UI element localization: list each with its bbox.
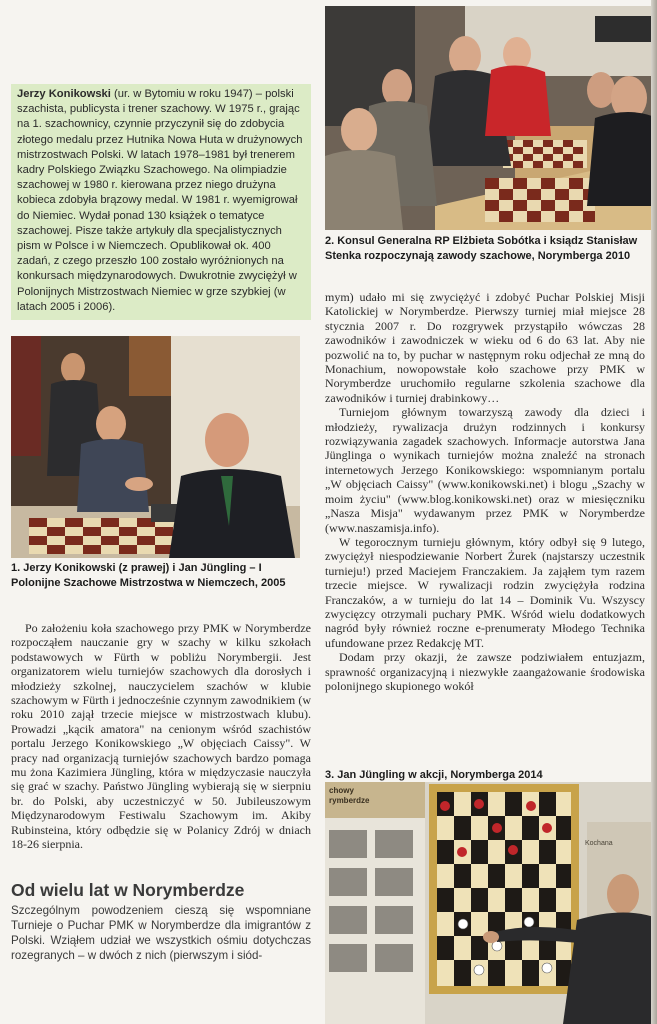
page-edge	[651, 0, 657, 1024]
right-paragraph: Turniejom głównym towarzyszą zawody dla dzieci i młodzieży, rywalizacja drużyn rodzinnych i konkursy rozwiązywania zagadek szachowych. Informacje autorstwa Jana Jünglinga o wynikach turniejów można znaleźć na stronach internetowych Jerzego Konikowskiego: wspomnianym portalu „W objęciach Caissy" (www.konikowski.net) i blogu „Szachy w moim życiu" (www.blog.konikowski.net) oraz w miesięczniku „Nasza Misja" wydawanym przez PMK w Norymberdze (www.naszamisja.info).	[325, 405, 645, 535]
bio-name: Jerzy Konikowski	[17, 88, 111, 100]
left-paragraph: Po założeniu koła szachowego przy PMK w Norymberdze rozpocząłem nauczanie gry w szachy w kilku szkołach podstawowych w Fürth w pobliżu Norymbergii. Jest organizatorem wielu turniejów szachowych dla dorosłych i młodzieży szkolnej, nauczycielem szachów w klubie szachowym w Fürth i jednocześnie czynnym zawodnikiem (w roku 2010 zajął trzecie miejsce w mistrzostwach klubu). Prowadzi „kącik amatora" na cenionym wśród szachistów portalu Jerzego Konikowskiego „W objęciach Caissy". W pracy nad organizacją turniejów szachowych bardzo pomaga mu żona Kazimiera Jüngling, która w międzyczasie nauczyła się grać w szachy. Państwo Jüngling wybierają się w sierpniu br. do Polski, aby uczestniczyć w 50. Jubileuszowym Międzynarodowym Festiwalu Szachowym im. Akiby Rubinsteina, który odbędzie się w Polanicy Zdrój w dniach 18-26 sierpnia.	[11, 621, 311, 852]
photo-2-opening	[325, 6, 657, 230]
photo-3-sign: chowy rymberdze	[329, 786, 370, 805]
caption-photo-2: 2. Konsul Generalna RP Elżbieta Sobótka i ksiądz Stanisław Stenka rozpoczynają zawody szachowe, Norymberga 2010	[325, 235, 638, 262]
right-paragraph: Dodam przy okazji, że zawsze podziwiałem entuzjazm, sprawność organizacyjną i niezwykłe zaangażowanie środowiska polonijnego skupionego wokół	[325, 650, 645, 693]
bio-box	[11, 84, 311, 320]
right-paragraph: W tegorocznym turnieju głównym, który odbył się 9 lutego, zwyciężył niespodziewanie Norbert Żurek (najstarszy uczestnik turnieju!) przed Maciejem Franczakiem. Ja zająłem tym razem trzecie miejsce. W rywalizacji rodzin zwyciężyła rodzina Franczaków, a w turnieju do lat 14 – Dominik Vu. Wszyscy zwycięzcy otrzymali puchary PMK. Wśród wielu dodatkowych nagród były również roczne e-prenumeraty Młodego Technika ufundowane przez Redakcję MT.	[325, 534, 645, 650]
caption-photo-3: 3. Jan Jüngling w akcji, Norymberga 2014	[325, 769, 543, 781]
photo-1-handshake	[11, 336, 300, 558]
photo-3-label: Kochana	[585, 840, 613, 847]
left-column-text	[11, 621, 311, 852]
bio-text: (ur. w Bytomiu w roku 1947) – polski szachista, publicysta i trener szachowy. W 1975 r., grając na 1. szachownicy, czynnie przyczynił się do zdobycia złotego medalu przez Hutnika Nowa Huta w drużynowych mistrzostwach Polski. W latach 1978–1981 był trenerem kadry Polskiego Związku Szachowego. Na olimpiadzie szachowej w 1980 r. kierowana przez niego drużyna kobieca zdobyła brązowy medal. W 1981 r. wyemigrował do Niemiec. Wydał ponad 130 książek o tematyce szachowej. Pisze także artykuły dla specjalistycznych pism w Polsce i w Niemczech. Opublikował ok. 400 zadań, z czego przeszło 100 zostało wyróżnionych na konkursach międzynarodowych. Dwukrotnie zwyciężył w Polonijnych Mistrzostwach Niemiec w grze szybkiej (w latach 2005 i 2006).	[17, 88, 303, 313]
right-paragraph: mym) udało mi się zwyciężyć i zdobyć Puchar Polskiej Misji Katolickiej w Norymberdze. Pierwszy turniej miał miejsce 28 stycznia 2007 r. Do rozgrywek przystąpiło wówczas 28 zawodników i zawodniczek w wieku od 6 do 63 lat. Aby nie pozwolić na to, by puchar w następnym roku odjechał ze mną do Monachium, nowopowstałe koło szachowe przy PMK w Norymberdze uruchomiło regularne szkolenia szachowe dla zawodników i turniej drabinkowy…	[325, 290, 645, 405]
section-heading: Od wielu lat w Norymberdze	[11, 880, 245, 900]
section-intro: Szczególnym powodzeniem cieszą się wspomniane Turnieje o Puchar PMK w Norymberdze dla imigrantów z Polski. Wziąłem udział we wszystkich ośmiu dotychczas rozegranych – w dwóch z nich (pierwszym i siód-	[11, 904, 311, 962]
photo-3-board	[325, 782, 657, 1024]
caption-photo-1: 1. Jerzy Konikowski (z prawej) i Jan Jüngling – I Polonijne Szachowe Mistrzostwa w Niemczech, 2005	[11, 562, 286, 589]
right-column-text	[325, 290, 645, 693]
